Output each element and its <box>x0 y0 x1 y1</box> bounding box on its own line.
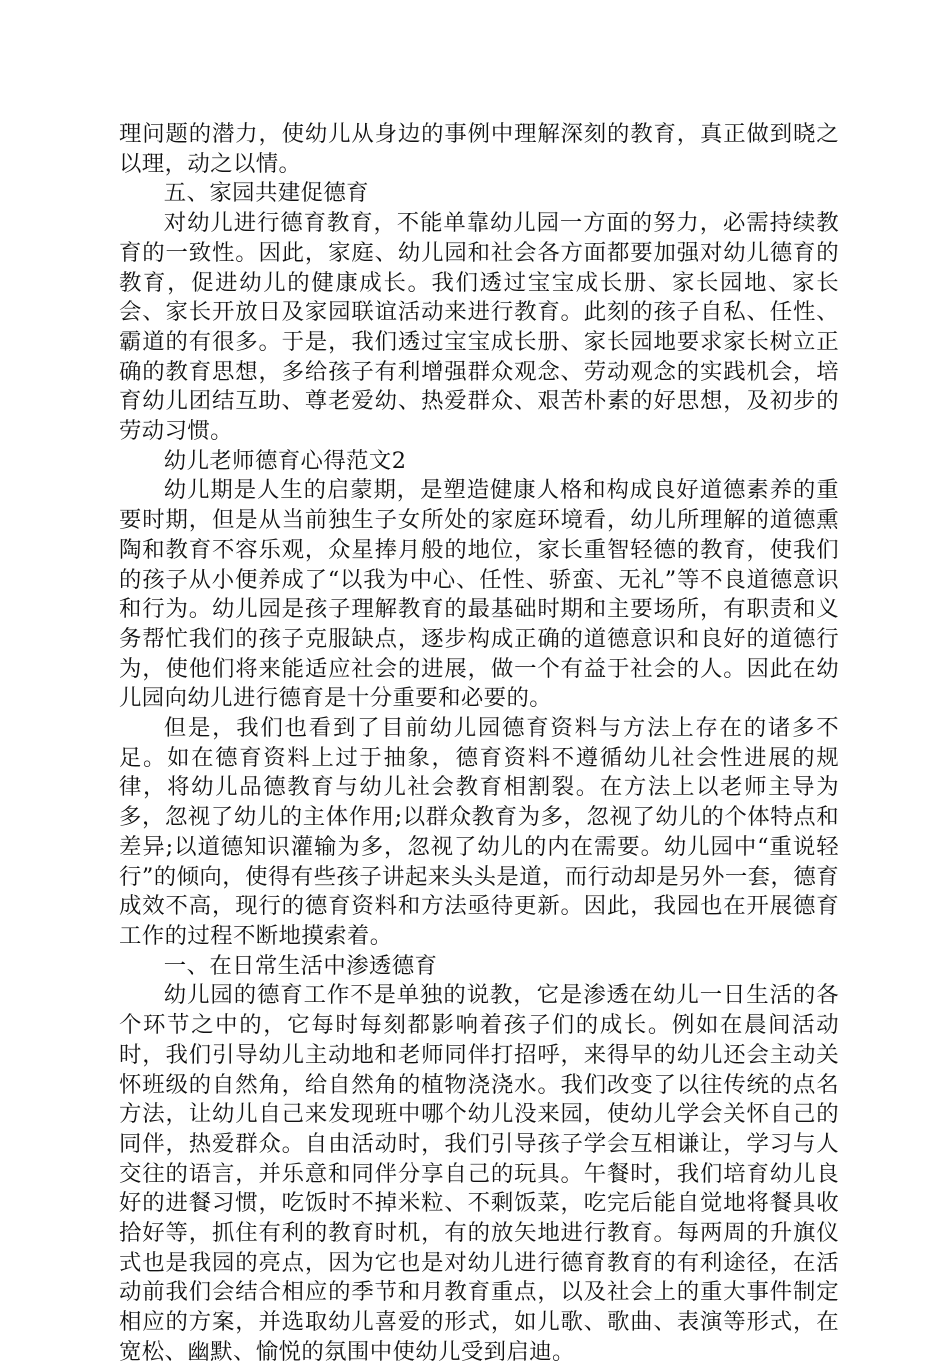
article-title-sample-2: 幼儿老师德育心得范文2 <box>163 447 407 474</box>
paragraph-home-school: 对幼儿进行德育教育，不能单靠幼儿园一方面的努力，必需持续教育的一致性。因此，家庭、幼儿园和社会各方面都要加强对幼儿德育的教育，促进幼儿的健康成长。我们透过宝宝成长册、家长园地、家长会、家长开放日及家园联谊活动来进行教育。此刻的孩子自私、任性、霸道的有很多。于是，我们透过宝宝成长册、家长园地要求家长树立正确的教育思想，多给孩子有利增强群众观念、劳动观念的实践机会，培育幼儿团结互助、尊老爱幼、热爱群众、艰苦朴素的好思想，及初步的劳动习惯。 <box>119 210 839 445</box>
paragraph-daily-life: 幼儿园的德育工作不是单独的说教，它是渗透在幼儿一日生活的各个环节之中的，它每时每刻都影响着孩子们的成长。例如在晨间活动时，我们引导幼儿主动地和老师同伴打招呼，来得早的幼儿还会主动关怀班级的自然角，给自然角的植物浇浇水。我们改变了以往传统的点名方法，让幼儿自己来发现班中哪个幼儿没来园，使幼儿学会关怀自己的同伴，热爱群众。自由活动时，我们引导孩子学会互相谦让，学习与人交往的语言，并乐意和同伴分享自己的玩具。午餐时，我们培育幼儿良好的进餐习惯，吃饭时不掉米粒、不剩饭菜，吃完后能自觉地将餐具收拾好等，抓住有利的教育时机，有的放矢地进行教育。每两周的升旗仪式也是我园的亮点，因为它也是对幼儿进行德育教育的有利途径，在活动前我们会结合相应的季节和月教育重点，以及社会上的重大事件制定相应的方案，并选取幼儿喜爱的形式，如儿歌、歌曲、表演等形式，在宽松、幽默、愉悦的氛围中使幼儿受到启迪。 <box>119 982 839 1365</box>
paragraph-early-childhood: 幼儿期是人生的启蒙期，是塑造健康人格和构成良好道德素养的重要时期，但是从当前独生子女所处的家庭环境看，幼儿所理解的道德熏陶和教育不容乐观，众星捧月般的地位，家长重智轻德的教育，使我们的孩子从小便养成了“以我为中心、任性、骄蛮、无礼”等不良道德意识和行为。幼儿园是孩子理解教育的最基础时期和主要场所，有职责和义务帮忙我们的孩子克服缺点，逐步构成正确的道德意识和良好的道德行为，使他们将来能适应社会的进展，做一个有益于社会的人。因此在幼儿园向幼儿进行德育是十分重要和必要的。 <box>119 477 839 712</box>
section-heading-daily-life: 一、在日常生活中渗透德育 <box>163 952 438 979</box>
document-body <box>119 120 839 1368</box>
paragraph-shortcomings: 但是，我们也看到了目前幼儿园德育资料与方法上存在的诸多不足。如在德育资料上过于抽象，德育资料不遵循幼儿社会性进展的规律，将幼儿品德教育与幼儿社会教育相割裂。在方法上以老师主导为多，忽视了幼儿的主体作用;以群众教育为多，忽视了幼儿的个体特点和差异;以道德知识灌输为多，忽视了幼儿的内在需要。幼儿园中“重说轻行”的倾向，使得有些孩子讲起来头头是道，而行动却是另外一套，德育成效不高，现行的德育资料和方法亟待更新。因此，我园也在开展德育工作的过程不断地摸索着。 <box>119 715 839 949</box>
paragraph-continuation: 理问题的潜力，使幼儿从身边的事例中理解深刻的教育，真正做到晓之以理，动之以情。 <box>119 121 839 177</box>
section-heading-home-school: 五、家园共建促德育 <box>163 180 369 207</box>
